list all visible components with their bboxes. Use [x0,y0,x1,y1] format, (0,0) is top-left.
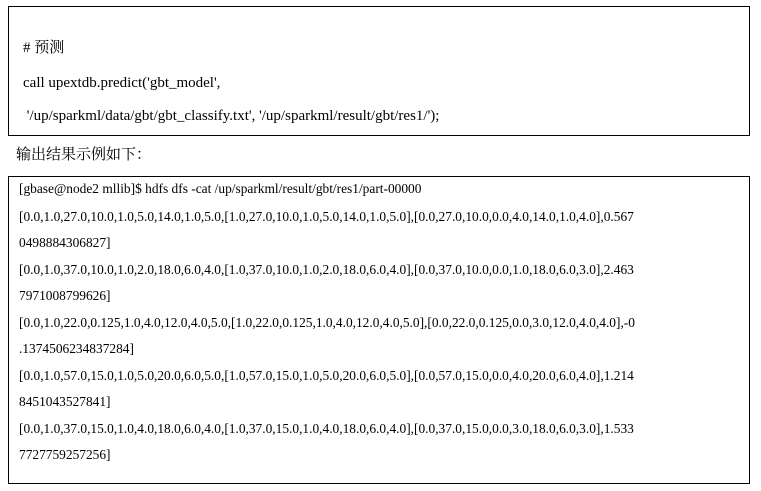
shell-command-line: [gbase@node2 mllib]$ hdfs dfs -cat /up/sparkml/result/gbt/res1/part-00000 [19,181,422,196]
output-line: 8451043527841] [19,394,111,409]
code-block-predict [8,6,750,136]
output-line: [0.0,1.0,22.0,0.125,1.0,4.0,12.0,4.0,5.0,[1.0,22.0,0.125,1.0,4.0,12.0,4.0,5.0],[0.0,22.0,0.125,0.0,3.0,12.0,4.0,4.0],-0 [19,315,635,330]
code-line: call upextdb.predict('gbt_model', [23,75,221,91]
output-line: [0.0,1.0,37.0,10.0,1.0,2.0,18.0,6.0,4.0,[1.0,37.0,10.0,1.0,2.0,18.0,6.0,4.0],[0.0,37.0,10.0,0.0,1.0,18.0,6.0,3.0],2.463 [19,262,634,277]
output-line: 0498884306827] [19,235,111,250]
code-comment-line: # 预测 [23,40,65,56]
output-description: 输出结果示例如下： [16,147,152,163]
output-line: [0.0,1.0,37.0,15.0,1.0,4.0,18.0,6.0,4.0,[1.0,37.0,15.0,1.0,4.0,18.0,6.0,4.0],[0.0,37.0,15.0,0.0,3.0,18.0,6.0,3.0],1.533 [19,421,634,436]
output-line: .1374506234837284] [19,341,134,356]
output-line: [0.0,1.0,27.0,10.0,1.0,5.0,14.0,1.0,5.0,[1.0,27.0,10.0,1.0,5.0,14.0,1.0,5.0],[0.0,27.0,10.0,0.0,4.0,14.0,1.0,4.0],0.567 [19,209,634,224]
output-line: [0.0,1.0,57.0,15.0,1.0,5.0,20.0,6.0,5.0,[1.0,57.0,15.0,1.0,5.0,20.0,6.0,5.0],[0.0,57.0,15.0,0.0,4.0,20.0,6.0,4.0],1.214 [19,368,634,383]
code-line: '/up/sparkml/data/gbt/gbt_classify.txt', '/up/sparkml/result/gbt/res1/'); [23,108,440,124]
output-line: 7971008799626] [19,288,111,303]
code-block-output [8,176,750,484]
output-line: 7727759257256] [19,447,111,462]
